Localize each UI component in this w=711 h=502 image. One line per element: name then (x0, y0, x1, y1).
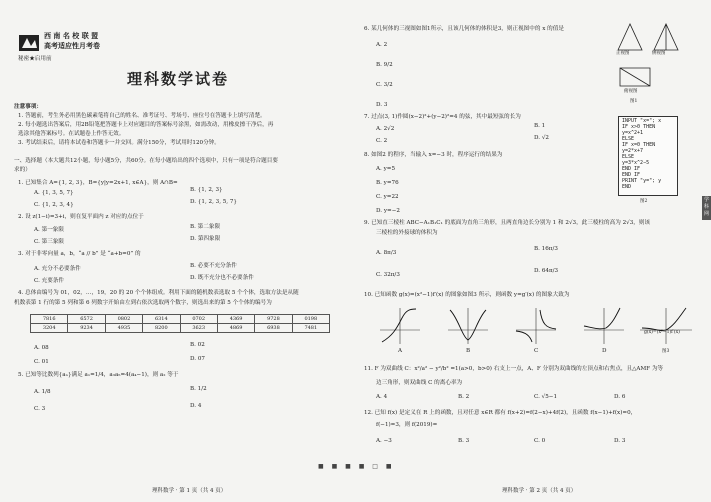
q2-option-a: A. 第一象限 (34, 227, 64, 233)
table-cell: 0702 (180, 315, 217, 324)
q3-option-b: B. 必要不充分条件 (190, 263, 237, 269)
q5-option-b: B. 1/2 (190, 386, 207, 392)
three-view-figure (610, 20, 690, 120)
q5-option-d: D. 4 (190, 403, 202, 409)
program-line: END IF (622, 172, 641, 178)
q2-option-d: D. 第四象限 (190, 236, 221, 242)
q9-stem: 9. 已知直三棱柱 ABC−A₁B₁C₁ 的底面为直角三角形，且两直角边长分别为 1 和 2√3，此三棱柱的高为 2√3，则该 (364, 220, 651, 226)
side-view-label: 侧视图 (652, 51, 666, 56)
q2-stem: 2. 设 z(1−i)=3+i，则在复平面内 z 对应的点位于 (18, 214, 144, 220)
program-line: IF x=0 THEN (622, 142, 656, 148)
q4-option-a: A. 08 (34, 345, 49, 351)
q7-stem: 7. 过点(3, 1)作圆(x−2)²+(y−2)²=4 的弦，其中最短弦的长为 (364, 114, 521, 120)
program-line: y=2*x+7 (622, 148, 644, 154)
section-heading-cont: 求的） (14, 167, 31, 173)
table-cell: 0802 (105, 315, 142, 324)
program-line: END IF (622, 166, 641, 172)
q5-stem: 5. 已知等比数列{aₙ}满足 a₁=1/4，a₃a₅=4(a₄−1)，则 a₂ 等于 (18, 372, 179, 378)
program-line: y=x^2+1 (622, 130, 644, 136)
section-heading: 一、选择题（本大题共12小题，每小题5分，共60分。在每小题给出的四个选项中，只有一项是符合题目要 (14, 158, 278, 164)
league-logo-icon (18, 34, 40, 52)
q11-stem-cont: 边三角形，则双曲线 C 的离心率为 (376, 380, 463, 386)
q3-option-a: A. 充分不必要条件 (34, 266, 81, 272)
notice-heading: 注意事项： (14, 104, 42, 110)
q8-option-a: A. y=5 (376, 166, 396, 172)
table-cell: 6572 (68, 315, 105, 324)
program-line: PRINT "y="; y (622, 178, 662, 184)
q5-option-a: A. 1/8 (34, 389, 51, 395)
graph-option-d (580, 306, 628, 346)
front-view-label: 正视图 (616, 51, 630, 56)
q6-option-a: A. 2 (376, 42, 388, 48)
q9-option-b: B. 16π/3 (534, 246, 558, 252)
q6-option-c: C. 3/2 (376, 82, 393, 88)
q11-stem: 11. F 为双曲线 C：x²/a² − y²/b² =1(a>0，b>0) 右支上一点，A、F 分别为双曲线的左顶点和右焦点，且△AMF 为等 (364, 366, 664, 372)
table-cell: 3623 (180, 324, 217, 333)
graph-label-a: A (398, 348, 403, 354)
q10-stem: 10. 已知函数 g(x)=(x²−1)f′(x) 的图象如图3 所示，则函数 y=g′(x) 的图象大致为 (364, 292, 570, 298)
notice-2: 2. 每小题选出答案后，用2B铅笔把答题卡上对应题目的答案标号涂黑，如需改动，用橡皮擦干净后，再 (18, 122, 274, 128)
q3-option-d: D. 既不充分也不必要条件 (190, 275, 254, 281)
q8-option-c: C. y=22 (376, 194, 399, 200)
q5-option-c: C. 3 (34, 406, 46, 412)
program-line: ELSE (622, 154, 635, 160)
q1-option-a: A. {1, 3, 5, 7} (34, 190, 74, 196)
table-cell: 4935 (105, 324, 142, 333)
q9-option-c: C. 32π/3 (376, 272, 400, 278)
table-cell: 9728 (255, 315, 292, 324)
q7-option-d: D. √2 (534, 135, 549, 141)
program-line: y=3*x^2−5 (622, 160, 650, 166)
q1-option-b: B. {1, 2, 3} (190, 187, 223, 193)
q7-option-c: C. 2 (376, 138, 388, 144)
table-cell: 0198 (292, 315, 329, 324)
q3-stem: 3. 对于非零向量 a，b，“a // b” 是 “a+b=0” 的 (18, 251, 141, 257)
q6-option-b: B. 9/2 (376, 62, 393, 68)
q12-option-a: A. −3 (376, 438, 392, 444)
q9-stem-cont: 三棱柱的外接球的体积为 (376, 230, 438, 236)
exam-series: 高考适应性月考卷 (44, 41, 100, 50)
table-cell: 7481 (292, 324, 329, 333)
page-footer-right: 理科数学 · 第 2 页（共 4 页） (502, 488, 577, 494)
q4-option-c: C. 01 (34, 359, 49, 365)
q8-option-b: B. y=76 (376, 180, 399, 186)
q4-stem: 4. 总体由编号为 01，02，…，19，20 的 20 个个体组成。利用下面的随机数表选取 5 个个体，选取方法是从随 (18, 290, 299, 296)
figure-2-label: 图2 (640, 199, 648, 204)
league-name: 西 南 名 校 联 盟 (44, 31, 99, 40)
graph-option-a (376, 306, 424, 346)
q1-option-d: D. {1, 2, 3, 5, 7} (190, 199, 237, 205)
top-view-label: 俯视图 (624, 89, 638, 94)
q8-stem: 8. 如图2 的程序，当输入 x=−3 时，程序运行的结果为 (364, 152, 503, 158)
q7-option-b: B. 1 (534, 123, 546, 129)
page-right (362, 6, 697, 494)
graph-option-b (444, 306, 492, 346)
table-cell: 3204 (31, 324, 68, 333)
q12-option-b: B. 3 (458, 438, 470, 444)
q3-option-c: C. 充要条件 (34, 278, 65, 284)
figure-1-label: 图1 (630, 99, 638, 104)
q11-option-a: A. 4 (376, 394, 388, 400)
notice-1: 1. 答题前，考生务必用黑色碳素笔将自己的姓名、准考证号、考场号、座位号在答题卡上填写清楚。 (18, 113, 266, 119)
figure-3-graph (638, 306, 694, 346)
q4-option-b: B. 02 (190, 342, 205, 348)
program-line: END (622, 184, 632, 190)
table-cell: 6938 (255, 324, 292, 333)
q1-option-c: C. {1, 2, 3, 4} (34, 202, 74, 208)
figure-3-label: 图3 (662, 349, 670, 354)
notice-2b: 选涂其他答案标号。在试题卷上作答无效。 (18, 131, 125, 137)
q7-option-a: A. 2√2 (376, 126, 395, 132)
program-box (618, 116, 678, 196)
table-cell: 4369 (217, 315, 254, 324)
q12-option-c: C. 0 (534, 438, 546, 444)
q2-option-b: B. 第二象限 (190, 224, 221, 230)
graph-label-b: B (466, 348, 471, 354)
q12-option-d: D. 3 (614, 438, 626, 444)
table-cell: 4869 (217, 324, 254, 333)
q4-stem-cont: 机数表第 1 行的第 5 列和第 6 列数字开始由左到右依次选取两个数字，则选出来的第 5 个个体的编号为 (14, 300, 272, 306)
program-line: ELSE (622, 136, 635, 142)
q1-stem: 1. 已知集合 A={1, 2, 3}，B={y|y=2x+1, x∈A}，则 A∩B= (18, 180, 178, 186)
table-cell: 8200 (143, 324, 180, 333)
q4-option-d: D. 07 (190, 356, 205, 362)
q8-option-d: D. y=−2 (376, 208, 400, 214)
q11-option-c: C. √5−1 (534, 394, 558, 400)
figure-3-function: g(x)=(x²−1)f′(x) (644, 330, 680, 335)
table-row (31, 324, 330, 333)
program-line: IF x>0 THEN (622, 124, 656, 130)
graph-label-c: C (534, 348, 539, 354)
notice-3: 3. 考试结束后，请将本试卷和答题卡一并交回。满分150分，考试用时120分钟。 (18, 140, 220, 146)
page-title: 理科数学试卷 (127, 70, 230, 88)
table-cell: 6314 (143, 315, 180, 324)
secret-mark: 秘密★启用前 (18, 56, 52, 62)
table-cell: 9234 (68, 324, 105, 333)
random-number-table (30, 314, 330, 333)
q12-stem-cont: f(−1)=3，则 f(2019)= (376, 422, 438, 428)
page-footer-left: 理科数学 · 第 1 页（共 4 页） (152, 488, 227, 494)
q6-stem: 6. 某几何体的三视图如图1所示，且该几何体的体积是3，则正视图中的 x 的值是 (364, 26, 564, 32)
table-row (31, 315, 330, 324)
page-divider-dots: ■ ■ ■ ■ □ ■ (318, 463, 395, 470)
q9-option-d: D. 64π/3 (534, 268, 559, 274)
program-line: INPUT "x="; x (622, 118, 662, 124)
q2-option-c: C. 第三象限 (34, 239, 65, 245)
q9-option-a: A. 8π/3 (376, 250, 397, 256)
page-left (12, 6, 350, 494)
q11-option-b: B. 2 (458, 394, 470, 400)
side-tab: 学 科 网 (702, 196, 711, 220)
q6-option-d: D. 3 (376, 102, 388, 108)
table-cell: 7816 (31, 315, 68, 324)
graph-label-d: D (602, 348, 607, 354)
q12-stem: 12. 已知 f(x) 是定义在 R 上的函数，且对任意 x∈R 都有 f(x+2)=f(2−x)+4f(2)，且函数 f(x−1)+f(x)=0， (364, 410, 637, 416)
graph-option-c (512, 306, 560, 346)
q11-option-d: D. 6 (614, 394, 626, 400)
